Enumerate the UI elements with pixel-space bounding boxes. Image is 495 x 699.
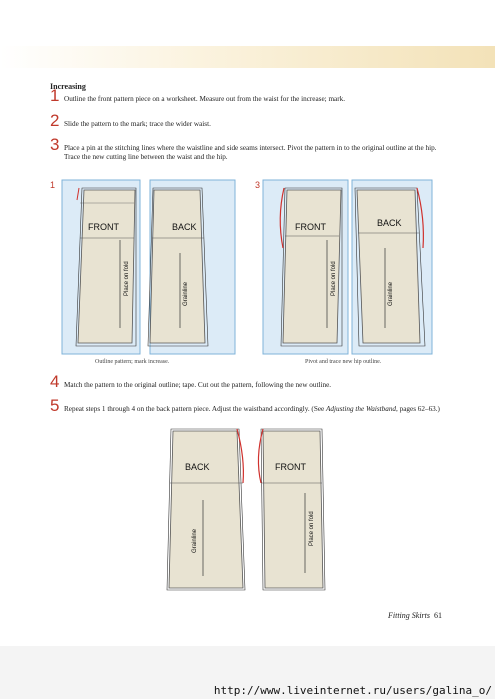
front-label: FRONT xyxy=(295,222,326,232)
page-footer xyxy=(388,611,442,620)
fold-label: Place on fold xyxy=(309,511,315,546)
step-number: 3 xyxy=(50,135,60,154)
figure-1 xyxy=(50,178,240,362)
figure-1-caption: Outline pattern; mark increase. xyxy=(95,359,170,365)
back-label: BACK xyxy=(172,222,197,232)
watermark-url[interactable]: http://www.liveinternet.ru/users/galina_o/ xyxy=(213,684,492,697)
step-text: Outline the front pattern piece on a worksheet. Measure out from the waist for the increase; mark. xyxy=(64,95,346,103)
grainline-label: Grainline xyxy=(192,528,198,553)
step-text: Slide the pattern to the mark; trace the wider waist. xyxy=(64,120,211,128)
figure-5 xyxy=(165,428,330,597)
step-number: 1 xyxy=(50,86,60,105)
section-title: Increasing xyxy=(50,82,86,91)
front-label: FRONT xyxy=(88,222,119,232)
grainline-label: Grainline xyxy=(183,281,189,306)
grainline-label: Grainline xyxy=(388,281,394,306)
step-text: Repeat steps 1 through 4 on the back pattern piece. Adjust the waistband accordingly. (See Adjusting the Waistband, pages 62–63.) xyxy=(64,405,440,413)
figure-3 xyxy=(255,178,445,362)
back-label: BACK xyxy=(377,218,402,228)
step-text: Place a pin at the stitching lines where the waistline and side seams intersect. Pivot the pattern in to the original outline at the hip. Trace the new cutting line between the waist and the hip. xyxy=(64,144,437,161)
page-number: 61 xyxy=(434,611,442,620)
back-label: BACK xyxy=(185,462,210,472)
figure-3-caption: Pivot and trace new hip outline. xyxy=(305,359,382,365)
step-number: 5 xyxy=(50,396,60,415)
fold-label: Place on fold xyxy=(124,261,130,296)
fold-label: Place on fold xyxy=(331,261,337,296)
step-text: Match the pattern to the original outline; tape. Cut out the pattern, following the new outline. xyxy=(64,381,332,389)
step-number: 2 xyxy=(50,111,60,130)
figure-number: 3 xyxy=(255,180,261,190)
footer-title: Fitting Skirts xyxy=(388,611,430,620)
front-label: FRONT xyxy=(275,462,306,472)
step-number: 4 xyxy=(50,372,60,391)
figure-number: 1 xyxy=(50,180,56,190)
header-band xyxy=(0,0,495,70)
